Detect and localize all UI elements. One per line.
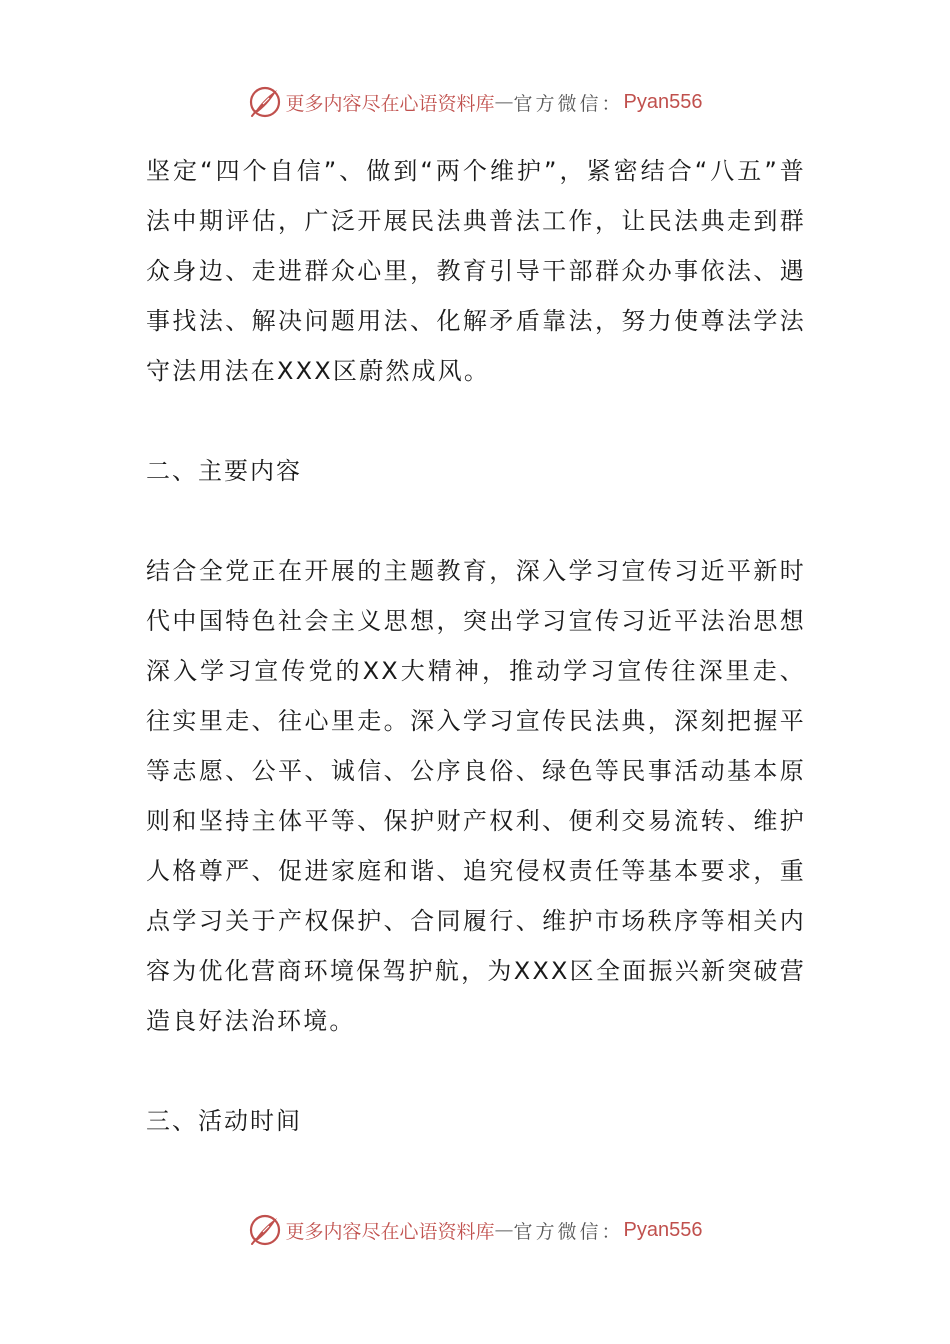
watermark-banner-top [0, 82, 950, 122]
watermark-site-text: 更多内容尽在心语资料库 [285, 92, 495, 115]
heading-activity-time: 三、活动时间 [146, 1107, 302, 1135]
watermark-wechat-id: Pyan556 [623, 1218, 703, 1241]
quill-pen-logo-icon [248, 85, 282, 119]
watermark-separator: — [494, 1219, 514, 1241]
paragraph-guiding-principles: 坚定“四个自信”、做到“两个维护”，紧密结合“八五”普法中期评估，广泛开展民法典普法工作，让民法典走到群众身边、走进群众心里，教育引导干部群众办事依法、遇事找法、解决问题用法、化解矛盾靠法，努力使尊法学法守法用法在XXX区蔚然成风。 [146, 157, 806, 385]
heading-main-content: 二、主要内容 [146, 457, 302, 485]
watermark-wechat-label: 官方微信： [513, 1220, 624, 1243]
watermark-wechat-id: Pyan556 [623, 90, 703, 113]
paragraph-gap [146, 396, 806, 446]
watermark-site-text: 更多内容尽在心语资料库 [285, 1220, 495, 1243]
paragraph-gap [146, 496, 806, 546]
watermark-wechat-label: 官方微信： [513, 92, 624, 115]
paragraph-main-content: 结合全党正在开展的主题教育，深入学习宣传习近平新时代中国特色社会主义思想，突出学习宣传习近平法治思想深入学习宣传党的XX大精神，推动学习宣传往深里走、往实里走、往心里走。深入学习宣传民法典，深刻把握平等志愿、公平、诚信、公序良俗、绿色等民事活动基本原则和坚持主体平等、保护财产权利、便利交易流转、维护人格尊严、促进家庭和谐、追究侵权责任等基本要求，重点学习关于产权保护、合同履行、维护市场秩序等相关内容为优化营商环境保驾护航，为XXX区全面振兴新突破营造良好法治环境。 [146, 557, 806, 1035]
paragraph-gap [146, 1046, 806, 1096]
watermark-separator: — [494, 91, 514, 113]
watermark-banner-bottom [0, 1210, 950, 1250]
document-body [146, 146, 806, 1146]
quill-pen-logo-icon [248, 1213, 282, 1247]
